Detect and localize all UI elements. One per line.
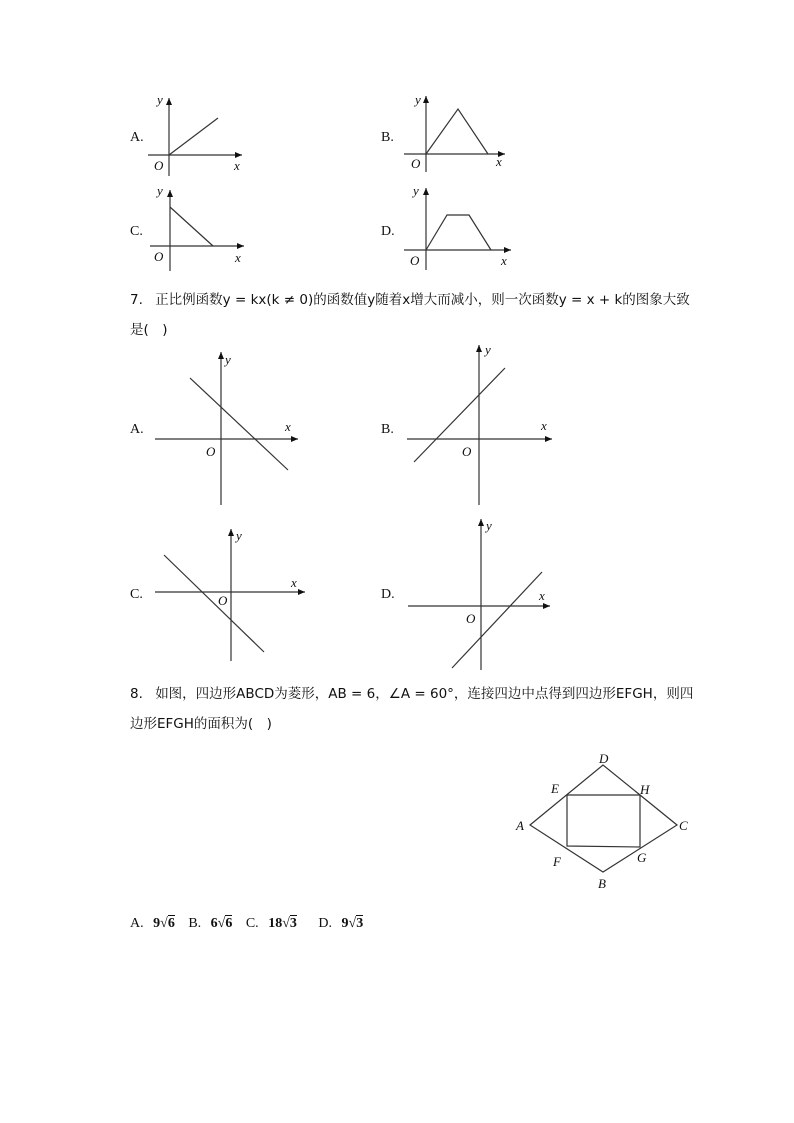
- q6-b-x-label: x: [496, 154, 502, 169]
- q8-label-f: F: [553, 854, 561, 869]
- q8-answer-d: [318, 916, 363, 931]
- q6-c-origin: O: [154, 249, 164, 264]
- q7-number: 7.: [130, 292, 143, 308]
- q8-answer-a: [130, 916, 178, 931]
- q7-a-y-label: y: [225, 352, 231, 367]
- q6-graph-d: [404, 188, 511, 270]
- sqrt-icon: √: [348, 916, 357, 931]
- q8-answer-a-coef: 9: [153, 916, 161, 931]
- q7-c-origin: O: [218, 593, 228, 608]
- q8-answer-c: [246, 916, 301, 931]
- q7-c-x-label: x: [291, 575, 297, 590]
- q6-a-y-label: y: [157, 92, 163, 107]
- q7-d-origin: O: [466, 611, 476, 626]
- q6-graph-b-curve: [426, 109, 488, 154]
- q8-label-c: C: [679, 818, 688, 833]
- q7-graph-c: [155, 529, 305, 661]
- q8-answer-b-label: B.: [188, 916, 202, 931]
- q7-b-origin: O: [462, 444, 472, 459]
- q6-graph-c: [150, 190, 244, 271]
- q8-label-b: B: [598, 876, 606, 891]
- q6-c-y-label: y: [157, 183, 163, 198]
- q6-option-b-label: B.: [381, 130, 394, 145]
- q8-answer-a-label: A.: [130, 916, 144, 931]
- q6-a-origin: O: [154, 158, 164, 173]
- q7-graph-c-line: [164, 555, 264, 652]
- q7-text-1: 正比例函数y = kx(k ≠ 0)的函数值y随着x增大而减小，则一次函数y = x + k的图象大致: [155, 292, 690, 308]
- q7-d-y-label: y: [486, 518, 492, 533]
- q6-c-x-label: x: [235, 250, 241, 265]
- q7-stem-line2: 是( ): [130, 322, 168, 338]
- q7-graph-a: [155, 352, 298, 505]
- sqrt-icon: √: [282, 916, 290, 931]
- q8-answer-d-coef: 9: [341, 916, 349, 931]
- q6-graph-d-curve: [426, 215, 491, 250]
- q8-label-h: H: [640, 782, 650, 797]
- q8-answer-b-radicand: 6: [225, 916, 233, 931]
- q8-stem-line2: 边形EFGH的面积为( ): [130, 716, 272, 732]
- q7-graph-a-line: [190, 378, 288, 470]
- q6-d-x-label: x: [501, 253, 507, 268]
- sqrt-icon: √: [160, 916, 168, 931]
- q7-stem-line1: [130, 290, 690, 310]
- q7-graph-b-line: [414, 368, 505, 462]
- q7-a-x-label: x: [285, 419, 291, 434]
- q8-answer-b-coef: 6: [210, 916, 218, 931]
- q7-b-y-label: y: [485, 342, 491, 357]
- q6-option-d-label: D.: [381, 224, 395, 239]
- q8-label-a: A: [516, 818, 524, 833]
- q6-graph-a-line: [169, 118, 218, 155]
- q7-graph-d: [408, 519, 550, 670]
- q8-number: 8.: [130, 686, 143, 702]
- q7-d-x-label: x: [539, 588, 545, 603]
- q6-d-y-label: y: [413, 183, 419, 198]
- q7-c-y-label: y: [236, 528, 242, 543]
- q6-option-a-label: A.: [130, 130, 144, 145]
- q8-answer-b: [188, 916, 236, 931]
- q7-option-d-label: D.: [381, 587, 395, 602]
- q6-a-x-label: x: [234, 158, 240, 173]
- q8-answer-c-label: C.: [245, 916, 259, 931]
- q8-answer-a-radicand: 6: [167, 916, 175, 931]
- q8-label-e: E: [551, 781, 559, 796]
- q7-option-b-label: B.: [381, 422, 394, 437]
- q6-b-origin: O: [411, 156, 421, 171]
- q7-option-a-label: A.: [130, 422, 144, 437]
- q8-answers: [130, 916, 363, 932]
- q7-a-origin: O: [206, 444, 216, 459]
- q7-graph-b: [407, 345, 552, 505]
- q8-answer-c-radicand: 3: [289, 916, 297, 931]
- q8-label-d: D: [599, 751, 609, 766]
- q8-text-1: 如图，四边形ABCD为菱形，AB = 6，∠A = 60°，连接四边中点得到四边形EFGH，则四: [155, 686, 694, 702]
- q7-b-x-label: x: [541, 418, 547, 433]
- q8-answer-d-radicand: 3: [356, 916, 364, 931]
- q6-b-y-label: y: [415, 92, 421, 107]
- sqrt-icon: √: [217, 916, 226, 931]
- q8-answer-d-label: D.: [318, 916, 332, 931]
- q8-answer-c-coef: 18: [268, 916, 283, 931]
- q6-option-c-label: C.: [130, 224, 143, 239]
- q7-option-c-label: C.: [130, 587, 143, 602]
- q8-label-g: G: [637, 850, 647, 865]
- q8-stem-line1: [130, 684, 693, 704]
- q8-rectangle-efgh: [567, 795, 640, 847]
- q6-graph-c-line: [170, 207, 213, 246]
- q6-d-origin: O: [410, 253, 420, 268]
